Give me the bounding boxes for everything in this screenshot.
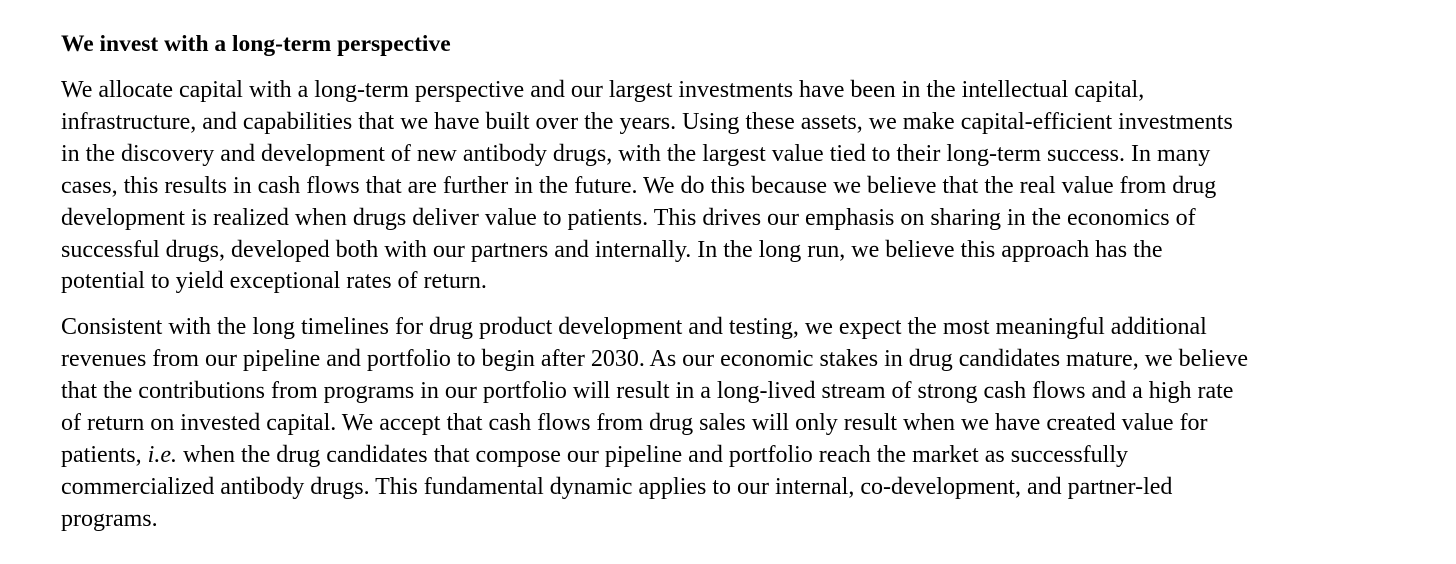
text-line: successful drugs, developed both with our partners and internally. In the long run, we believe this approach has the: [61, 236, 1163, 263]
italic-abbreviation: i.e.: [147, 441, 177, 468]
section-heading: We invest with a long-term perspective: [61, 31, 451, 57]
text-line: potential to yield exceptional rates of return.: [61, 268, 487, 295]
document-section: [61, 28, 1401, 536]
text-line: of return on invested capital. We accept that cash flows from drug sales will only result when we have created value for: [61, 410, 1208, 437]
text-line: that the contributions from programs in our portfolio will result in a long-lived stream of strong cash flows and a high rate: [61, 378, 1234, 405]
text-line: infrastructure, and capabilities that we have built over the years. Using these assets, we make capital-efficient investments: [61, 108, 1233, 135]
paragraph-timelines: [61, 312, 1401, 535]
text-line: revenues from our pipeline and portfolio to begin after 2030. As our economic stakes in drug candidates mature, we believe: [61, 346, 1248, 373]
text-fragment: patients,: [61, 441, 148, 468]
text-line: programs.: [61, 505, 158, 532]
paragraph-capital-allocation: [61, 75, 1401, 298]
text-line: development is realized when drugs deliver value to patients. This drives our emphasis on sharing in the economics of: [61, 204, 1196, 231]
text-line: cases, this results in cash flows that are further in the future. We do this because we believe that the real value from drug: [61, 172, 1217, 199]
text-line: commercialized antibody drugs. This fundamental dynamic applies to our internal, co-development, and partner-led: [61, 473, 1173, 500]
text-fragment: when the drug candidates that compose our pipeline and portfolio reach the market as successfully: [176, 441, 1129, 468]
text-line: We allocate capital with a long-term perspective and our largest investments have been in the intellectual capital,: [61, 77, 1145, 103]
text-line: [61, 440, 1401, 472]
text-line: in the discovery and development of new antibody drugs, with the largest value tied to their long-term success. In many: [61, 140, 1211, 167]
text-line: Consistent with the long timelines for drug product development and testing, we expect the most meaningful additional: [61, 314, 1207, 341]
